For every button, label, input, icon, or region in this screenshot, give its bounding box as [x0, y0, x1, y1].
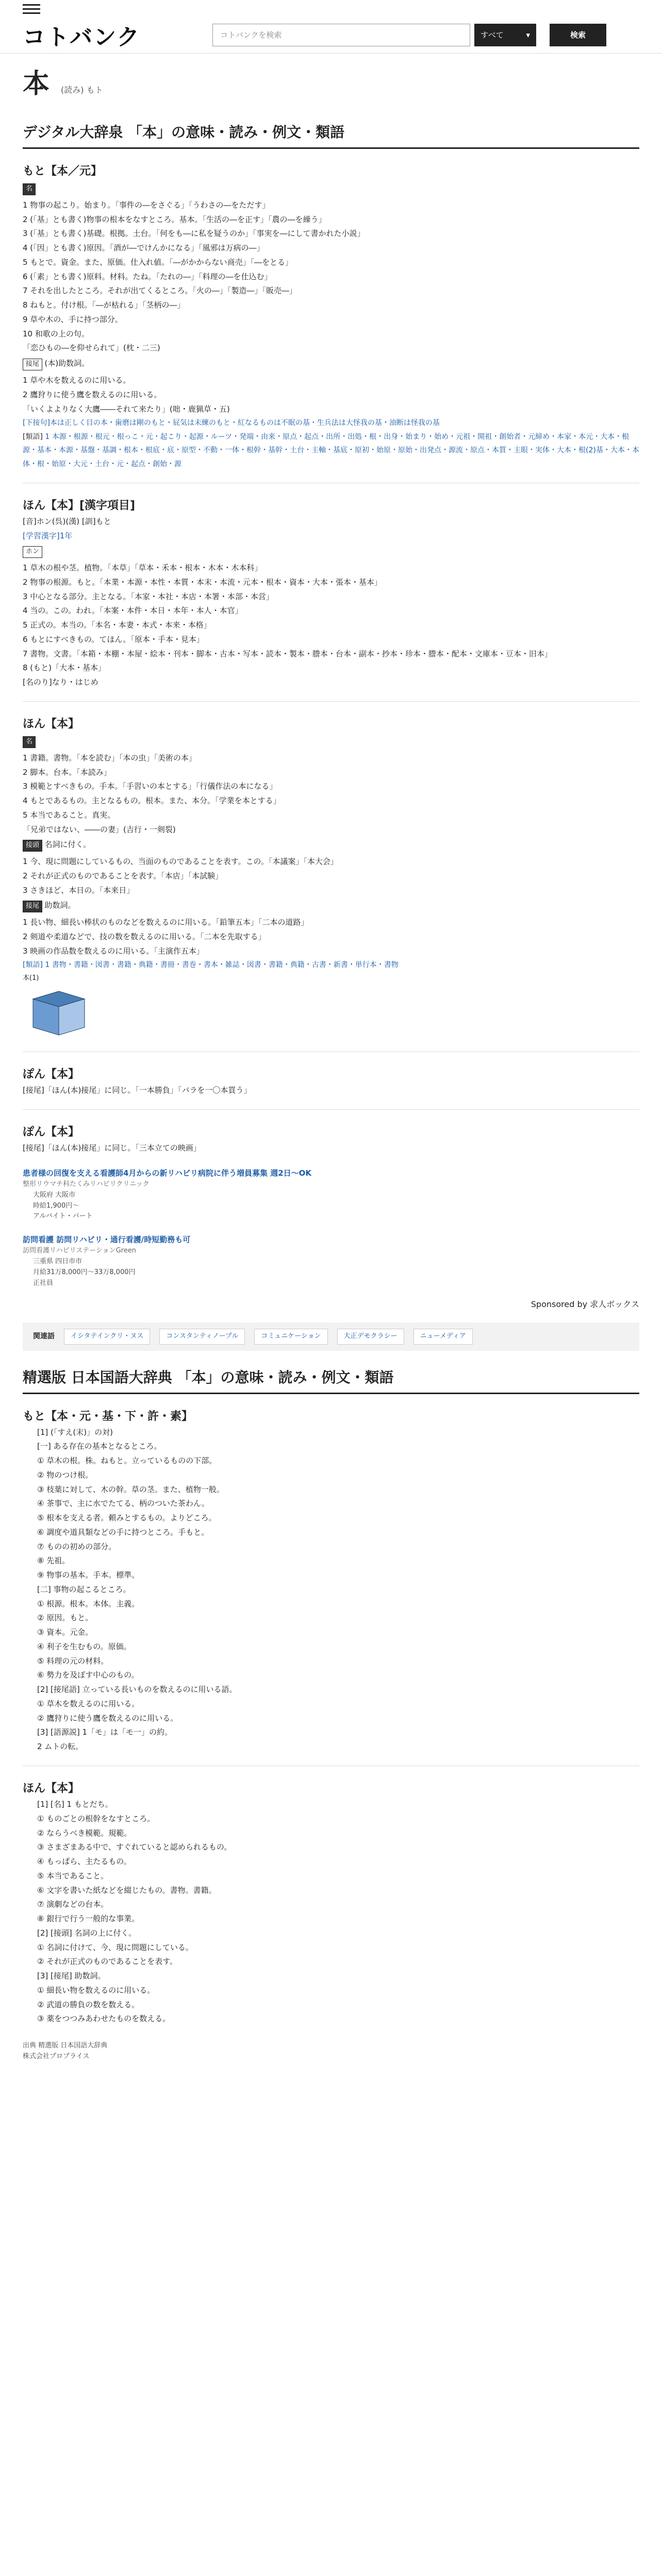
definition-line: 1 物事の起こり。始まり。「事件の―をさぐる」「うわさの―をただす」	[23, 200, 270, 210]
definition-line: 4 (「因」とも書く)原因。「酒が―でけんかになる」「風邪は万病の―」	[23, 243, 264, 253]
entry-heading: もと【本・元・基・下・許・素】	[23, 1410, 193, 1423]
ad-detail: 正社員	[33, 1279, 54, 1287]
footer	[23, 2041, 639, 2062]
chevron-down-icon: ▾	[526, 30, 530, 40]
ad-details	[23, 1257, 639, 1289]
definition-line: 3 さきほど、本日の。「本来日」	[23, 885, 135, 895]
definition-line: 10 和歌の上の句。	[23, 329, 89, 338]
definition-line: 1 草や木を数えるのに用いる。	[23, 376, 131, 385]
definition-line: ④ 茶事で、主に水でたてる、柄のついた茶わん。	[37, 1499, 209, 1509]
entry-moto	[23, 1408, 639, 1754]
footer-company: 株式会社プロプライス	[23, 2052, 90, 2060]
book-illustration[interactable]	[23, 989, 95, 1040]
definition-line: ② 武道の勝負の数を数える。	[37, 1999, 140, 2009]
definition-line: 名詞に付く。	[44, 840, 91, 850]
entry-heading: ぽん【本】	[23, 1068, 80, 1081]
entry-hon-kanji	[23, 497, 639, 690]
definition-line: ① 草木の根。株。ねもと。立っているものの下部。	[37, 1456, 217, 1466]
definition-list	[23, 855, 639, 897]
definition-list	[23, 1926, 639, 2026]
definition-list	[23, 751, 639, 837]
definition-line: ③ 資本。元金。	[37, 1628, 93, 1637]
daijisen-section	[23, 121, 639, 1156]
definition-line: 5 本当であること。真実。	[23, 810, 115, 820]
pos-tag: 接頭	[23, 840, 42, 852]
definition-line: [2] [接頭] 名詞の上に付く。	[37, 1928, 137, 1938]
entry-moto	[23, 162, 639, 471]
definition-line: 7 それを出したところ。それが出てくるところ。「火の―」「製造―」「販売―」	[23, 286, 297, 296]
ad-detail: 月給31万8,000円～33万8,000円	[33, 1268, 136, 1276]
definition-line: ⑨ 物事の基本。手本。標準。	[37, 1570, 140, 1580]
definition-list	[23, 1426, 639, 1583]
definition-line: ② 物のつけ根。	[37, 1470, 93, 1480]
related-chip[interactable]: イシタテインクリ・ヌス	[64, 1329, 150, 1345]
definition-line: ③ 枝葉に対して、木の幹。草の茎。また、植物一般。	[37, 1484, 224, 1494]
definition-line: 1 今、現に問題にしているもの、当面のものであることを表す。この。「本議案」「本大会」	[23, 857, 338, 867]
definition-line: ② 原因。もと。	[37, 1613, 93, 1623]
definition-line: 「兄弟ではない、――の妻」(吉行・一剣裂)	[23, 824, 176, 834]
definition-line: [二] 事物の起こるところ。	[37, 1584, 131, 1594]
definition-line: [一] ある存在の基本となるところ。	[37, 1442, 162, 1451]
definition-line: [1] (「すえ(末)」の対)	[37, 1427, 113, 1437]
ad-company: 整形リウマチ科たくみリハビリクリニック	[23, 1180, 150, 1188]
definition-list	[23, 198, 639, 355]
definition-line: 4 当の。この。われ。「本案・本件・本日・本年・本人・本官」	[23, 606, 243, 616]
definition-line: ① 草木を数えるのに用いる。	[37, 1699, 140, 1708]
definition-line: ⑤ 根本を支える者。頼みとするもの。よりどころ。	[37, 1513, 217, 1523]
word-reading: (読み) もト	[61, 85, 103, 95]
entry-hon	[23, 1780, 639, 2026]
definition-line: 2 ムトの転。	[37, 1742, 84, 1752]
related-chip[interactable]: 大正デモクラシー	[337, 1329, 404, 1345]
definition-line: ① ものごとの根幹をなすところ。	[37, 1814, 155, 1823]
definition-line: 5 もとで。資金。また、原価。仕入れ値。「―がかからない商売」「―をとる」	[23, 257, 293, 267]
search-category-select[interactable]	[474, 24, 536, 46]
ad-detail: 時給1,900円～	[33, 1201, 79, 1210]
ad-detail: アルバイト・パート	[33, 1212, 93, 1221]
definition-line: 「いくよよりなく大鷹――それて来たり」(咄・鹿猟草・五)	[23, 404, 230, 414]
definition-line: ⑥ 勢力を及ぼす中心のもの。	[37, 1670, 139, 1680]
definition-line: 3 映画の作品数を数えるのに用いる。「主演作五本」	[23, 946, 204, 956]
definition-line: 「恋ひもの―を仰せられて」(枕・二三)	[23, 343, 160, 353]
definition-line: ⑦ ものの初めの部分。	[37, 1541, 117, 1551]
definition-list	[23, 1683, 639, 1754]
definition-line: 4 もとであるもの。主となるもの。根本。また、本分。「学業を本とする」	[23, 796, 281, 806]
school-grade[interactable]: [学習漢字]1年	[23, 531, 73, 540]
menu-icon[interactable]	[23, 4, 40, 15]
site-header	[0, 0, 662, 54]
definition-line: 3 模範とすべきもの。手本。「手習いの本とする」「行儀作法の本になる」	[23, 782, 277, 791]
related-chip[interactable]: ニューメディア	[413, 1329, 473, 1345]
definition-line: 助数詞。	[44, 901, 76, 910]
definition-line: 1 草木の根や茎。植物。「本草」「草本・禾本・根本・木本・木本科」	[23, 563, 262, 573]
image-caption: 本(1)	[23, 974, 39, 982]
entry-bon-1	[23, 1065, 639, 1098]
pos-tag: 接尾	[23, 359, 42, 370]
sub-phrase-links[interactable]: [下接句]本は正しく目の本・歯磨は剛のもと・屁気は未練のもと・紅なるものは不眠の基・生兵法は大怪我の基・油断は怪我の基	[23, 419, 440, 428]
definition-line: ④ もっぱら、主たるもの。	[37, 1857, 131, 1867]
definition-list	[23, 561, 639, 675]
related-words[interactable]	[23, 430, 639, 471]
ad-headline[interactable]: 訪問看護 訪問リハビリ・通行看護/時短勤務も可	[23, 1235, 191, 1245]
definition-line: [接尾]「ほん(本)接尾」に同じ。「三本立ての映画」	[23, 1143, 201, 1153]
definition-line: ③ 薬をつつみあわせたものを数える。	[37, 2014, 171, 2024]
definition-line: ⑧ 銀行で行う一般的な事業。	[37, 1914, 140, 1924]
definition-line: ⑤ 料理の元の材料。	[37, 1656, 109, 1666]
definition-line: [1] [名] 1 もとだち。	[37, 1800, 113, 1809]
pos-tag: 名	[23, 183, 36, 195]
pos-tag: ホン	[23, 546, 42, 558]
entry-heading: ほん【本】[漢字項目]	[23, 499, 136, 512]
definition-line: 1 書籍。書物。「本を読む」「本の虫」「美術の本」	[23, 753, 196, 762]
job-ad-1[interactable]	[23, 1167, 639, 1222]
entry-heading: ぽん【本】	[23, 1126, 80, 1139]
definition-line: 8 ねもと。付け根。「―が枯れる」「茎柄の―」	[23, 300, 185, 310]
definition-line: (本)助数詞。	[44, 359, 90, 368]
definition-line: 6 もとにすべきもの。てほん。「原本・手本・見本」	[23, 634, 204, 644]
definition-line: [3] [語源説] 1「モ」は「モ一」の約。	[37, 1727, 173, 1737]
definition-line: 3 中心となる部分。主となる。「本家・本社・本店・本署・本部・本営」	[23, 591, 274, 601]
definition-list	[23, 374, 639, 416]
definition-line: ⑥ 文字を書いた紙などを綴じたもの。書物。書籍。	[37, 1885, 217, 1895]
definition-line: ① 細長い物を数えるのに用いる。	[37, 1985, 155, 1995]
ad-headline[interactable]: 患者様の回復を支える看護師4月からの新リハビリ病院に伴う増員募集 週2日～OK	[23, 1168, 312, 1178]
definition-line: ① 根源。根本。本体。主義。	[37, 1599, 140, 1608]
word-title: 本	[23, 69, 50, 99]
definition-line: ② ならうべき模範。規範。	[37, 1828, 132, 1838]
definition-line: 6 (「素」とも書く)原料。材料。たね。「たれの―」「料理の―を仕込む」	[23, 272, 272, 281]
pos-tag: 名	[23, 736, 36, 748]
related-label: 関連語	[33, 1332, 55, 1341]
entry-hon	[23, 715, 639, 1040]
job-ad-2[interactable]	[23, 1233, 639, 1289]
related-words-bar	[23, 1323, 639, 1351]
definition-line: [3] [接尾] 助数詞。	[37, 1971, 106, 1981]
definition-list	[23, 1583, 639, 1683]
related-list[interactable]: 1 本源・根源・根元・根っこ・元・起こり・起源・ルーツ・発端・由来・原点・起点・出所・出処・根・出身・始まり・始め・元祖・開祖・創始者・元締め・本家・本元・大本・根源・基本・本源・基盤・基調・根本・根底・底・原型・不動・一体・根幹・基幹・土台・主軸・基底・原初・始原・原始・出発点・源流・原点・本質・主眼・実体・大本・根(2)基・大本・本体・根・始原・大元・土台・元・起点・創始・源	[23, 432, 639, 469]
search-select-label: すべて	[481, 30, 504, 40]
search-input[interactable]: コトバンクを検索	[212, 24, 470, 46]
definition-line: 5 正式の。本当の。「本名・本妻・本式・本来・本格」	[23, 620, 211, 630]
definition-line: 3 (「基」とも書く)基礎。根拠。土台。「何をも―に私を疑うのか」「事実を―にして書かれた小説」	[23, 229, 365, 239]
entry-bon-2	[23, 1123, 639, 1156]
definition-line: ④ 利子を生むもの。原価。	[37, 1641, 131, 1651]
entry-heading: ほん【本】	[23, 717, 80, 731]
ad-detail: 大阪府 大阪市	[33, 1191, 76, 1199]
nikkoku-section	[23, 1366, 639, 2026]
name-reading: [名のり]なり・はじめ	[23, 677, 98, 687]
related-words[interactable]: [類語] 1 書物・書籍・図書・書籍・典籍・書冊・書巻・書本・雑誌・図書・書籍・典籍・古書・新書・単行本・書物	[23, 961, 399, 970]
entry-heading: ほん【本】	[23, 1782, 80, 1795]
definition-line: ② 鷹狩りに使う鷹を数えるのに用いる。	[37, 1713, 178, 1723]
definition-line: 2 それが正式のものであることを表す。「本店」「本試験」	[23, 871, 223, 880]
site-logo[interactable]: コトバンク	[23, 24, 141, 50]
definition-line: ⑦ 演劇などの台本。	[37, 1900, 109, 1909]
definition-line: ③ さまざまある中で、すぐれていると認められるもの。	[37, 1842, 232, 1852]
definition-list	[23, 1798, 639, 1926]
definition-line: [2] [接尾語] 立っている長いものを数えるのに用いる語。	[37, 1685, 237, 1694]
definition-line: 2 剣道や柔道などで、技の数を数えるのに用いる。「二本を先取する」	[23, 931, 266, 941]
definition-line: 1 長い物、細長い棒状のものなどを数えるのに用いる。「鉛筆五本」「二本の道路」	[23, 918, 309, 927]
definition-list	[23, 916, 639, 958]
ad-details	[23, 1190, 639, 1222]
ad-company: 訪問看護リハビリステーションGreen	[23, 1247, 136, 1255]
word-heading	[23, 63, 639, 106]
definition-line: ② それが正式のものであることを表す。	[37, 1957, 178, 1967]
definition-line: 2 鷹狩りに使う鷹を数えるのに用いる。	[23, 389, 162, 399]
search-button[interactable]: 検索	[550, 24, 606, 46]
ad-detail: 三重県 四日市市	[33, 1257, 82, 1265]
definition-line: 9 草や木の、手に持つ部分。	[23, 314, 123, 324]
definition-line: 2 脚本。台本。「本読み」	[23, 767, 111, 777]
dictionary-title: デジタル大辞泉 「本」の意味・読み・例文・類語	[23, 121, 639, 149]
definition-line: ① 名詞に付けて、今、現に問題にしている。	[37, 1942, 193, 1952]
footer-source: 出典 精選版 日本国語大辞典	[23, 2042, 108, 2050]
definition-line: 8 (もと)「大本・基本」	[23, 663, 106, 673]
definition-line: 7 書物。文書。「本箱・本棚・本屋・絵本・刊本・脚本・古本・写本・読本・製本・謄本・台本・副本・抄本・珍本・謄本・配本・文庫本・豆本・旧本」	[23, 649, 552, 658]
definition-line: 2 (「基」とも書く)物事の根本をなすところ。基本。「生活の―を正す」「農の―を繰う」	[23, 214, 326, 224]
dictionary-title: 精選版 日本国語大辞典 「本」の意味・読み・例文・類語	[23, 1366, 639, 1394]
pos-tag: 接尾	[23, 901, 42, 912]
related-chip[interactable]: コミュニケーション	[254, 1329, 327, 1345]
related-label: [類語]	[23, 432, 43, 441]
sponsored-label[interactable]: Sponsored by 求人ボックス	[531, 1299, 639, 1310]
kanji-reading: [音]ホン(呉)(漢) [訓]もと	[23, 516, 111, 526]
definition-line: [接尾]「ほん(本)接尾」に同じ。「一本勝負」「バラを一〇本買う」	[23, 1086, 252, 1095]
definition-line: ⑤ 本当であること。	[37, 1871, 109, 1880]
entry-heading: もと【本／元】	[23, 164, 103, 178]
definition-line: ⑧ 先祖。	[37, 1556, 70, 1566]
definition-line: 2 物事の根源。もと。「本業・本源・本性・本質・本末・本流・元本・根本・資本・大本・張本・基本」	[23, 577, 382, 587]
related-chip[interactable]: コンスタンティノープル	[159, 1329, 245, 1345]
definition-line: ⑥ 調度や道具類などの手に持つところ。手もと。	[37, 1527, 209, 1537]
